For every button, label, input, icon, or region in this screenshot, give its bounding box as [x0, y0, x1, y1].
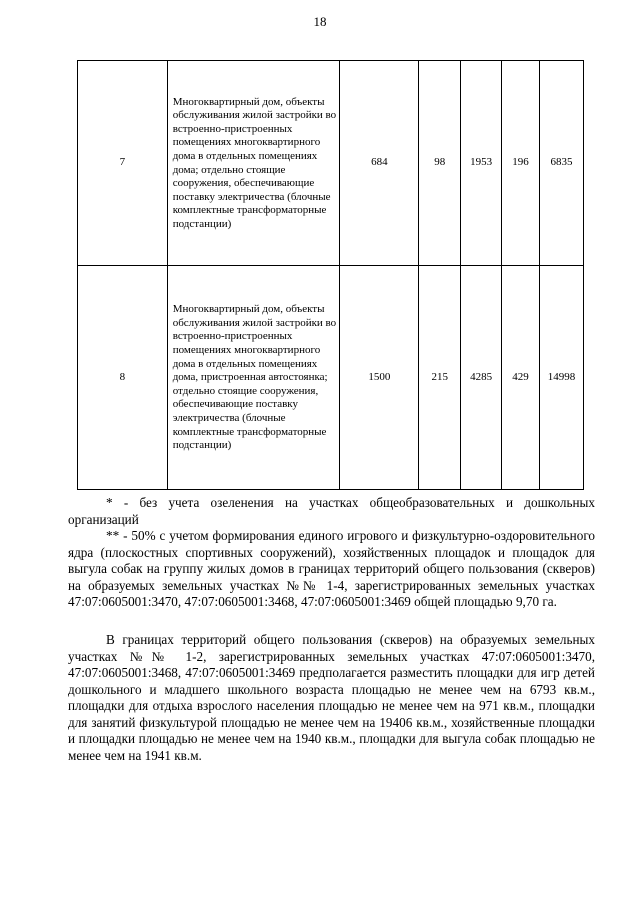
value-cell: 1953 — [461, 61, 502, 266]
value-cell: 429 — [502, 266, 540, 490]
description-cell: Многоквартирный дом, объекты обслуживания жилой застройки во встроенно-пристроенных помещениях многоквартирного дома в отдельных помещениях дома, пристроенная автостоянка; отдельно стоящие сооружения, обеспечивающие поставку электричества (блочные комплектные трансформаторные подстанции) — [167, 266, 340, 490]
footnote-2: ** - 50% с учетом формирования единого игрового и физкультурно-оздоровительного ядра (плоскостных спортивных сооружений), хозяйственных площадок и площадок для выгула собак на группу жилых домов в границах территорий общего пользования (скверов) на образуемых земельных участках №№ 1-4, зарегистрированных земельных участках 47:07:0605001:3470, 47:07:0605001:3468, 47:07:0605001:3469 общей площадью 9,70 га. — [68, 528, 595, 609]
table-row — [78, 61, 584, 266]
value-cell: 4285 — [461, 266, 502, 490]
row-number-cell: 7 — [78, 61, 168, 266]
data-table — [77, 60, 584, 490]
value-cell: 14998 — [540, 266, 584, 490]
footnote-1: * - без учета озеленения на участках общеобразовательных и дошкольных организаций — [68, 495, 595, 527]
value-cell: 6835 — [540, 61, 584, 266]
value-cell: 1500 — [340, 266, 419, 490]
description-cell: Многоквартирный дом, объекты обслуживания жилой застройки во встроенно-пристроенных помещениях многоквартирного дома в отдельных помещениях дома; отдельно стоящие сооружения, обеспечивающие поставку электричества (блочные комплектные трансформаторные подстанции) — [167, 61, 340, 266]
value-cell: 98 — [419, 61, 461, 266]
body-paragraph: В границах территорий общего пользования (скверов) на образуемых земельных участках №№ 1-2, зарегистрированных земельных участках 47:07:0605001:3470, 47:07:0605001:3468, 47:07:0605001:3469 предполагается разместить площадки для игр детей дошкольного и младшего школьного возраста площадью не менее чем на 6793 кв.м., площадки для отдыха взрослого населения площадью не менее чем на 971 кв.м., площадки для занятий физкультурой площадью не менее чем на 19406 кв.м., хозяйственные площадки и площадки площадью не менее чем на 1940 кв.м., площадки для выгула собак площадью не менее чем на 1941 кв.м. — [68, 632, 595, 763]
table-row — [78, 266, 584, 490]
row-number-cell: 8 — [78, 266, 168, 490]
value-cell: 215 — [419, 266, 461, 490]
value-cell: 196 — [502, 61, 540, 266]
value-cell: 684 — [340, 61, 419, 266]
page-number: 18 — [313, 14, 327, 29]
